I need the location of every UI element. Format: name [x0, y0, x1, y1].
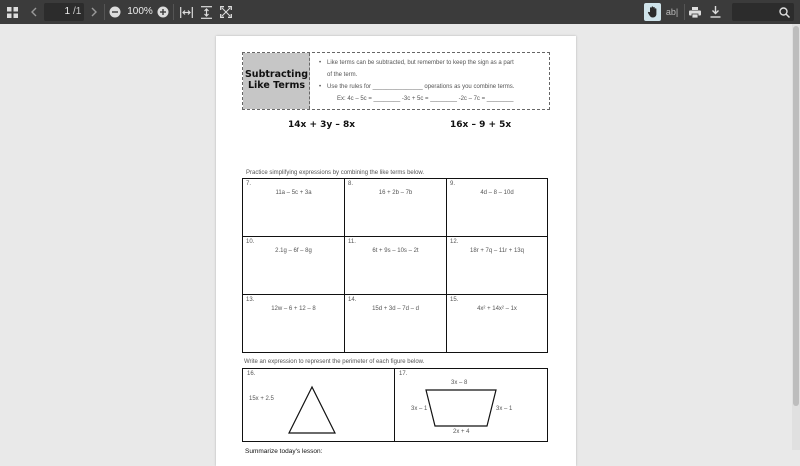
problem-cell — [447, 179, 547, 237]
hand-tool-icon[interactable] — [644, 3, 661, 21]
pdf-toolbar — [0, 0, 800, 24]
problem-cell — [447, 237, 547, 295]
problem-number: 10. — [246, 239, 255, 245]
fit-height-icon[interactable] — [198, 0, 214, 24]
trapezoid-top-label: 3x – 8 — [451, 380, 468, 386]
problem-cell — [243, 237, 345, 295]
problem-number: 7. — [246, 181, 252, 187]
problem-expression: 15d + 3d – 7d – d — [372, 306, 419, 312]
practice-instruction: Practice simplifying expressions by combining the like terms below. — [246, 170, 425, 176]
text-select-tool[interactable]: ab| — [665, 7, 679, 17]
problem-number: 14. — [348, 297, 357, 303]
toolbar-divider — [173, 4, 174, 20]
problem-expression: 4x² + 14x² – 1x — [477, 306, 517, 312]
problem-cell — [345, 237, 447, 295]
problem-cell — [345, 179, 447, 237]
header-note-2: Use the rules for _______________ operations as you combine terms. — [327, 84, 515, 90]
trapezoid-cell — [395, 369, 547, 441]
zoom-level[interactable]: 100% — [127, 6, 153, 17]
perimeter-instruction: Write an expression to represent the perimeter of each figure below. — [244, 359, 425, 365]
page-number-value: 1 — [64, 6, 70, 17]
problem-expression: 4d – 8 – 10d — [480, 190, 514, 196]
triangle-side-label: 15x + 2.5 — [249, 396, 274, 402]
example-expression-1: 14x + 3y – 8x — [288, 120, 356, 130]
problem-expression: 6t + 9s – 10s – 2t — [372, 248, 419, 254]
problem-number: 11. — [348, 239, 356, 245]
print-icon[interactable] — [687, 0, 703, 24]
problem-cell — [243, 179, 345, 237]
triangle-cell — [243, 369, 395, 441]
figure-number: 17. — [399, 371, 408, 377]
triangle-figure — [287, 385, 337, 435]
header-title-panel — [243, 53, 310, 109]
document-viewer[interactable] — [0, 24, 792, 455]
problem-cell — [447, 295, 547, 352]
zoom-in-icon[interactable] — [156, 0, 170, 24]
download-icon[interactable] — [707, 0, 723, 24]
perimeter-box — [242, 368, 548, 442]
search-icon[interactable] — [776, 0, 792, 24]
bullet-dot: • — [319, 84, 322, 90]
toolbar-divider — [684, 4, 685, 20]
figure-number: 16. — [247, 371, 256, 377]
problem-number: 8. — [348, 181, 354, 187]
problem-cell — [243, 295, 345, 352]
problem-number: 12. — [450, 239, 459, 245]
header-note-1-cont: of the term. — [327, 72, 358, 78]
trapezoid-right-label: 3x – 1 — [496, 406, 513, 412]
bullet-dot: • — [319, 60, 322, 66]
problem-expression: 18r + 7q – 11r + 13q — [470, 248, 524, 254]
lesson-header-box — [242, 52, 550, 110]
problem-cell — [345, 295, 447, 352]
example-expression-2: 16x – 9 + 5x — [450, 120, 512, 130]
lesson-title-line2: Like Terms — [247, 80, 306, 91]
lesson-title — [243, 69, 310, 91]
next-page-icon[interactable] — [87, 0, 101, 24]
previous-page-icon[interactable] — [27, 0, 41, 24]
trapezoid-bottom-label: 2x + 4 — [453, 429, 470, 435]
problem-number: 13. — [246, 297, 255, 303]
trapezoid-figure — [423, 388, 499, 428]
trapezoid-left-label: 3x – 1 — [411, 406, 428, 412]
thumbnails-grid-icon[interactable] — [4, 0, 20, 24]
pdf-page — [216, 36, 576, 466]
header-examples: Ex: 4c – 5c = ________ -3c + 5c = ________ -2c – 7c = ________ — [337, 96, 514, 102]
fullscreen-icon[interactable] — [218, 0, 234, 24]
problem-expression: 12w – 6 + 12 – 8 — [271, 306, 316, 312]
zoom-out-icon[interactable] — [108, 0, 122, 24]
lesson-title-line1: Subtracting — [244, 69, 309, 80]
problem-expression: 11a – 5c + 3a — [275, 190, 312, 196]
problem-number: 9. — [450, 181, 456, 187]
problem-expression: 16 + 2b – 7b — [378, 190, 413, 196]
toolbar-divider — [104, 4, 105, 20]
scrollbar-thumb[interactable] — [793, 26, 799, 406]
practice-grid — [242, 178, 548, 353]
page-total: /1 — [73, 6, 82, 17]
problem-expression: 2.1g – 6f – 8g — [275, 248, 312, 254]
summarize-prompt: Summarize today's lesson: — [245, 448, 323, 455]
problem-number: 15. — [450, 297, 459, 303]
header-note-1: Like terms can be subtracted, but remember to keep the sign as a part — [327, 60, 514, 66]
fit-width-icon[interactable] — [178, 0, 194, 24]
